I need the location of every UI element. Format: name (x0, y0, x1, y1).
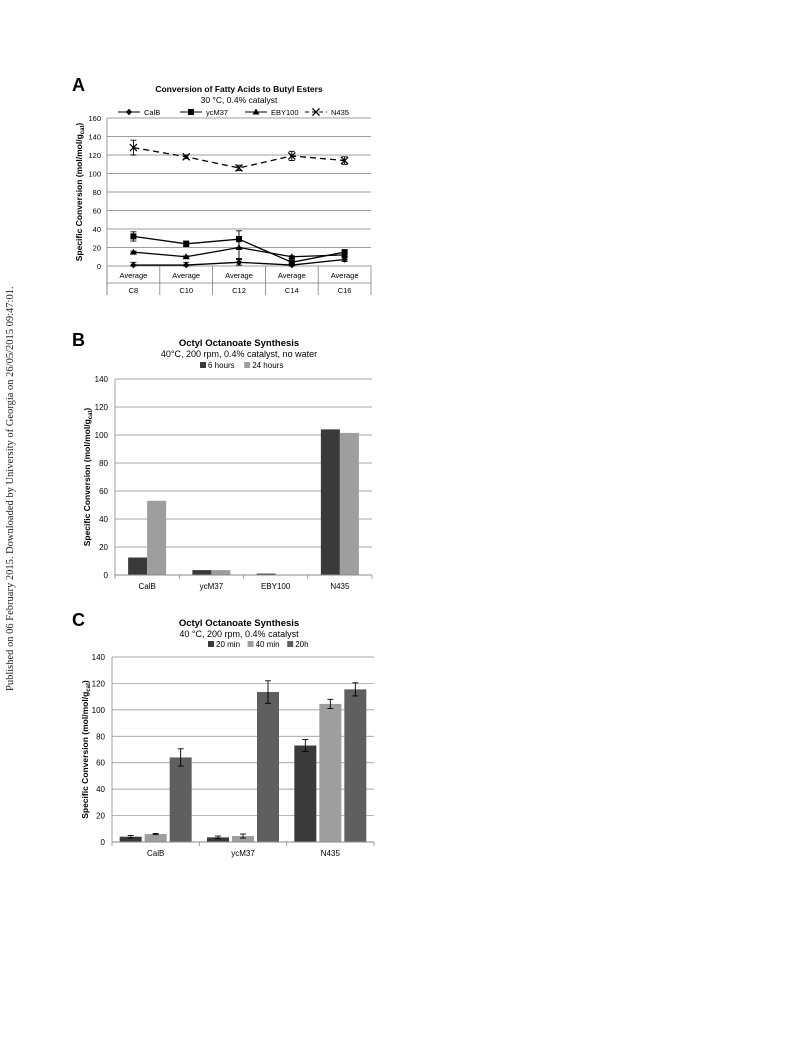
legend-a-label-0: CalB (144, 108, 161, 117)
ytick-c: 20 (96, 811, 105, 821)
publication-watermark: Published on 06 February 2015. Downloaded by University of Georgia on 26/05/2015 09:47:01. (5, 286, 16, 691)
bar-b-24-hours (147, 501, 166, 575)
ytick-c: 100 (91, 705, 105, 715)
legend-b-swatch-0 (200, 362, 206, 368)
point-a-ycM37 (183, 241, 189, 247)
xtick-c: ycM37 (231, 849, 255, 858)
bar-c-40-min (145, 834, 167, 842)
legend-a-label-3: N435 (331, 108, 349, 117)
xcat-top-label-a: Average (330, 271, 359, 280)
xtick-b: EBY100 (260, 582, 291, 591)
ytick-b: 140 (94, 375, 108, 384)
xtick-a: C14 (284, 286, 299, 295)
ytick-c: 120 (91, 679, 105, 689)
point-a-CalB (183, 262, 189, 268)
legend-c-label-1: 40 min (255, 640, 280, 649)
ytick-c: 60 (96, 758, 105, 768)
panel-letter-b: B (72, 330, 85, 350)
chart-b-title: Octyl Octanoate Synthesis (178, 338, 300, 349)
bar-b-6-hours (321, 429, 340, 575)
ytick-c: 80 (96, 732, 105, 742)
ytick-b: 0 (103, 571, 108, 580)
xtick-b: N435 (330, 582, 350, 591)
ytick-b: 80 (99, 459, 108, 468)
bar-c-20-min (294, 746, 316, 842)
xtick-c: CalB (146, 849, 165, 858)
legend-b-label-1: 24 hours (252, 361, 284, 370)
bar-b-6-hours (192, 570, 211, 575)
point-a-ycM37 (130, 233, 136, 239)
ytick-a: 120 (88, 151, 101, 160)
legend-c-swatch-2 (287, 641, 293, 647)
chart-b-subtitle: 40°C, 200 rpm, 0.4% catalyst, no water (160, 349, 318, 359)
legend-c-label-2: 20h (295, 640, 309, 649)
bar-b-24-hours (211, 570, 230, 575)
point-a-EBY100 (236, 244, 243, 250)
bar-b-6-hours (128, 558, 147, 576)
ytick-a: 0 (96, 262, 101, 271)
ytick-a: 60 (92, 206, 101, 216)
point-a-CalB (130, 262, 136, 268)
panel-letter-c: C (72, 610, 85, 630)
xtick-a: C10 (179, 286, 194, 295)
xtick-c: N435 (320, 849, 340, 858)
legend-c-label-0: 20 min (216, 640, 241, 649)
xcat-top-label-a: Average (277, 271, 306, 280)
legend-a-marker-1 (188, 109, 194, 115)
xtick-a: C12 (232, 286, 246, 295)
legend-a-marker-0 (126, 109, 132, 115)
ytick-b: 20 (99, 543, 108, 552)
ytick-b: 60 (99, 487, 108, 496)
chart-c-subtitle: 40 °C, 200 rpm, 0.4% catalyst (179, 629, 299, 639)
legend-c-swatch-1 (248, 641, 254, 647)
bar-c-20h (257, 692, 279, 842)
ytick-a: 20 (92, 243, 101, 253)
xtick-a: C16 (337, 286, 352, 295)
chart-c-title: Octyl Octanoate Synthesis (178, 618, 300, 629)
ytick-c: 0 (100, 838, 105, 847)
ytick-a: 40 (92, 225, 101, 234)
xtick-b: ycM37 (199, 582, 224, 591)
chart-a-ylabel: Specific Conversion $(mol/mol/g_{cat})$ (74, 122, 86, 262)
chart-a-subtitle: 30 °C, 0.4% catalyst (200, 95, 278, 105)
ytick-a: 160 (88, 114, 101, 123)
chart-c-ylabel: Specific Conversion $(mol/mol/g_{cat})$ (80, 680, 92, 819)
bar-b-24-hours (340, 433, 359, 575)
ytick-b: 100 (94, 431, 108, 440)
legend-b-swatch-1 (244, 362, 250, 368)
ytick-a: 100 (88, 169, 101, 179)
bar-c-20h (170, 757, 192, 842)
legend-a-label-1: ycM37 (206, 108, 229, 117)
xcat-top-label-a: Average (119, 271, 148, 280)
ytick-c: 40 (96, 785, 105, 795)
xtick-a: C8 (128, 286, 139, 295)
ytick-a: 80 (92, 188, 101, 197)
point-a-ycM37 (289, 259, 295, 265)
chart-b-ylabel: Specific Conversion $(mol/mol/g_{cat})$ (82, 407, 94, 547)
point-a-CalB (236, 259, 242, 265)
ytick-c: 140 (91, 653, 105, 662)
panel-letter-a: A (72, 75, 85, 95)
legend-a-label-2: EBY100 (271, 108, 299, 117)
chart-a-title: Conversion of Fatty Acids to Butyl Esters (155, 84, 323, 94)
xcat-top-label-a: Average (225, 271, 253, 280)
ytick-b: 120 (94, 403, 108, 412)
legend-b-label-0: 6 hours (208, 361, 235, 370)
legend-c-swatch-0 (208, 641, 214, 647)
ytick-b: 40 (99, 515, 108, 524)
bar-c-20h (344, 689, 366, 842)
xcat-top-label-a: Average (172, 271, 201, 280)
xtick-b: CalB (138, 582, 156, 591)
ytick-a: 140 (88, 132, 101, 142)
bar-c-40-min (319, 704, 341, 842)
